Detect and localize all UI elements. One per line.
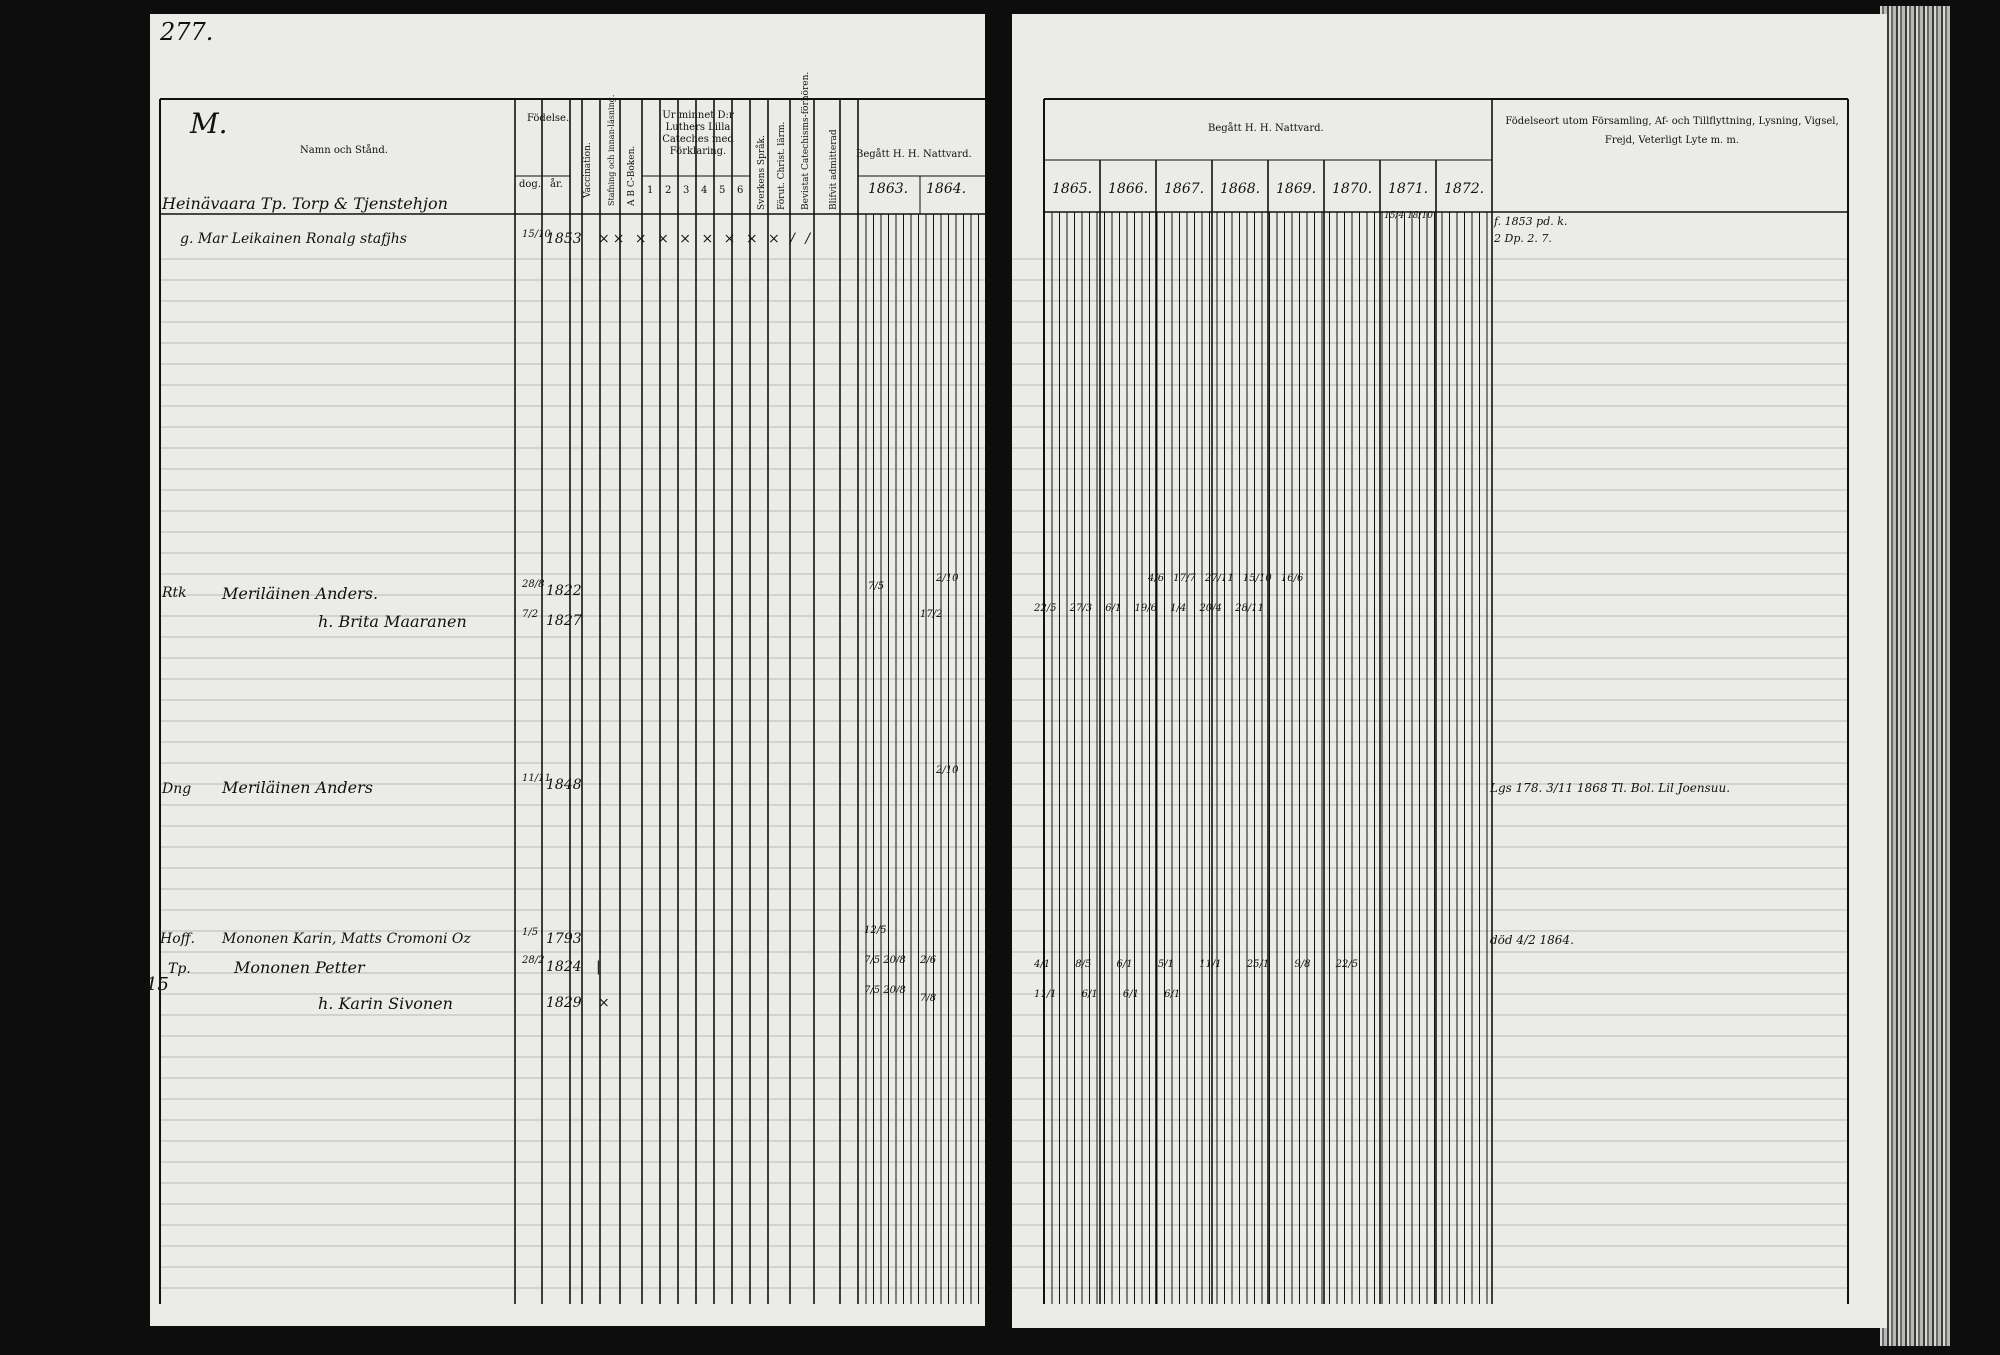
communion-1871: 15/4 18/10 (1384, 211, 1434, 221)
notes-entry: död 4/2 1864. (1490, 933, 1574, 947)
header-birth-day: dog. (519, 179, 542, 190)
section-letter: M. (190, 107, 228, 140)
row-prefix: Hoff. (160, 931, 196, 947)
header-vaccination: Vaccination. (583, 142, 593, 198)
header-birth: Födelse. (527, 113, 570, 124)
communion-1864: 2/10 (936, 573, 959, 584)
birth-year: 1824 (546, 959, 582, 975)
person-name: h. Karin Sivonen (318, 994, 453, 1013)
birth-year: 1822 (546, 583, 582, 599)
communion-row6: 4/1 8/5 6/1 5/1 11/1 25/1 9/8 22/5 (1034, 959, 1359, 970)
communion-1864: 7/8 (920, 993, 937, 1004)
year-1863: 1863. (868, 181, 909, 197)
header-spelling: Stafning och innan-läsning. (607, 94, 616, 206)
year-label: 1868. (1220, 181, 1261, 197)
notes-entry: f. 1853 pd. k. 2 Dp. 2. 7. (1494, 215, 1568, 245)
communion-1863: 7/5 (868, 581, 885, 592)
row-prefix: Tp. (168, 961, 191, 977)
catechism-number: 5 (719, 185, 726, 196)
book-page-edges (1880, 6, 1950, 1346)
person-name: Meriläinen Anders. (222, 584, 379, 603)
progress-mark: | (596, 959, 601, 975)
birth-day: 28/8 (522, 579, 545, 590)
year-label: 1871. (1388, 181, 1429, 197)
year-1864: 1864. (926, 181, 967, 197)
person-name: Mononen Karin, Matts Cromoni Oz (222, 931, 471, 947)
header-birth-year: år. (550, 179, 563, 190)
header-communion-right: Begått H. H. Nattvard. (1208, 123, 1324, 134)
page-number: 277. (160, 18, 214, 46)
communion-row2-top: 4/6 17/7 27/11 15/10 16/6 (1148, 573, 1304, 584)
communion-1863: 7/5 20/8 (864, 955, 906, 966)
header-name: Namn och Stånd. (300, 145, 388, 156)
person-name: g. Mar Leikainen Ronalg stafjhs (180, 231, 407, 247)
catechism-number: 1 (647, 185, 654, 196)
header-catechism: Ur minnet D:r Luthers Lilla Cateches med Förklaring. (662, 110, 734, 157)
header-confirm: Förut. Christ. lärm. (777, 121, 787, 210)
birth-day: 11/11 (522, 773, 551, 784)
communion-1864: 2/6 (920, 955, 937, 966)
birth-day: 28/2 (522, 955, 545, 966)
catechism-number: 2 (665, 185, 672, 196)
birth-day: 15/10 (522, 229, 551, 240)
communion-1863: 7/5 20/8 (864, 985, 906, 996)
communion-1863: 12/5 (864, 925, 887, 936)
right-register-page (1012, 14, 1887, 1328)
progress-marks: ×× × × × × × × × / / (598, 231, 814, 247)
header-psalms: Sverkens Språk. (757, 135, 767, 210)
catechism-number: 3 (683, 185, 690, 196)
communion-row2-bottom: 22/5 27/3 6/1 19/6 1/4 20/4 28/11 (1034, 603, 1264, 614)
year-label: 1870. (1332, 181, 1373, 197)
birth-day: 1/5 (522, 927, 539, 938)
notes-entry: Lgs 178. 3/11 1868 Tl. Bol. Lil Joensuu. (1490, 781, 1731, 795)
catechism-number: 4 (701, 185, 708, 196)
row-prefix: Dng (162, 781, 192, 797)
left-register-page (146, 14, 985, 1326)
header-notes: Födelseort utom Församling, Af- och Tillflyttning, Lysning, Vigsel, Frejd, Veterligt Lyte m. m. (1505, 116, 1839, 146)
person-name: Mononen Petter (234, 958, 365, 977)
right-grid (1012, 14, 1887, 1328)
year-label: 1865. (1052, 181, 1093, 197)
birth-year: 1848 (546, 777, 582, 793)
birth-day: 7/2 (522, 609, 539, 620)
birth-year: 1827 (546, 613, 582, 629)
birth-year: 1793 (546, 931, 582, 947)
household-name: Heinävaara Tp. Torp & Tjenstehjon (162, 194, 448, 213)
header-abc: A B C-Boken. (627, 145, 637, 206)
year-label: 1867. (1164, 181, 1205, 197)
progress-mark: × (598, 995, 610, 1011)
communion-1864: 2/10 (936, 765, 959, 776)
person-name: Meriläinen Anders (222, 778, 373, 797)
year-label: 1866. (1108, 181, 1149, 197)
person-name: h. Brita Maaranen (318, 612, 467, 631)
margin-mark: 15 (146, 974, 169, 995)
header-communion-left: Begått H. H. Nattvard. (856, 149, 972, 160)
communion-row7: 11/1 6/1 6/1 6/1 (1034, 989, 1181, 1000)
year-label: 1869. (1276, 181, 1317, 197)
header-exam: Bevistat Catechisms-förhören. (801, 71, 811, 210)
communion-1864: 17/2 (920, 609, 943, 620)
birth-year: 1853 (546, 231, 582, 247)
birth-year: 1829 (546, 995, 582, 1011)
header-admitted: Blifvit admitterad (829, 129, 839, 210)
catechism-number: 6 (737, 185, 744, 196)
row-prefix: Rtk (162, 585, 187, 601)
year-label: 1872. (1444, 181, 1485, 197)
